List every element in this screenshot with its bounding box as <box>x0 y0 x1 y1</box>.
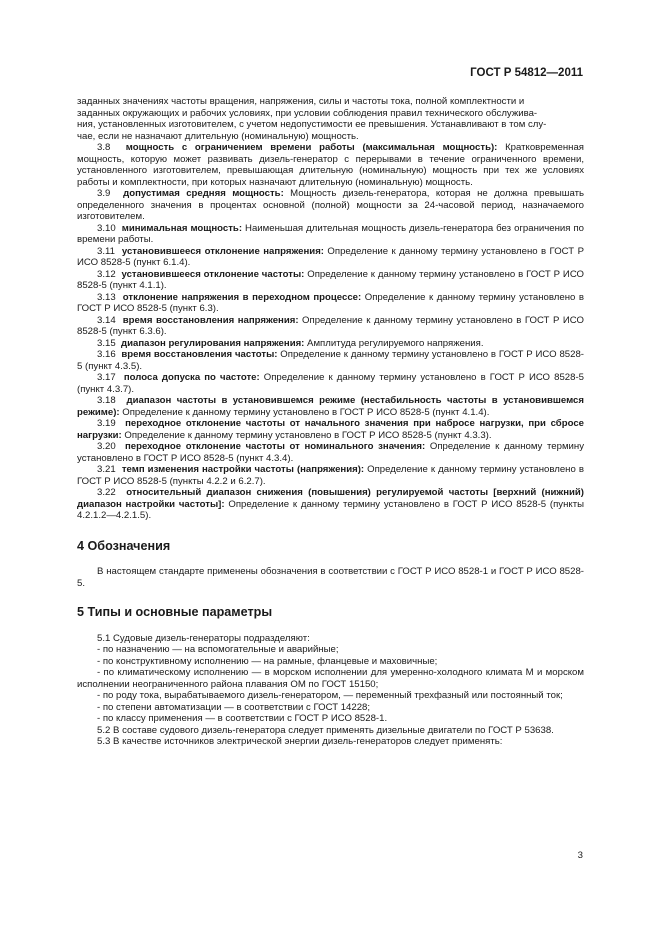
document-body <box>77 96 584 748</box>
term-title: время восстановления частоты: <box>121 349 278 360</box>
term-3-17: 3.17 полоса допуска по частоте: Определение к данному термину установлено в ГОСТ Р ИСО 8528-5 (пункт 4.3.7). <box>77 372 584 395</box>
list-item: - по климатическому исполнению — в морском исполнении для умеренно-холодного климата М и морском исполнении неограниченного района плавания ОМ по ГОСТ 15150; <box>77 667 584 690</box>
term-definition: Кратковременная мощность, которую может развивать дизель-генератор с перерывами в течение ограниченного времени, установленного изготовителем, превышающая длительную (номинальную) мощность при тех же условиях работы и комплектности, при которых назначают длительную (номинальную) мощность. <box>77 142 584 188</box>
term-definition: Амплитуда регулируемого напряжения. <box>304 337 484 349</box>
term-title: переходное отклонение частоты от начального значения при набросе нагрузки, при сбросе нагрузки: <box>77 418 584 441</box>
term-definition: Мощность дизель-генератора, которая не должна превышать определенного значения в процентах основной (полной) мощности за 24-часовой период, назначаемого изготовителем. <box>77 188 584 222</box>
term-3-19: 3.19 переходное отклонение частоты от начального значения при набросе нагрузки, при сбросе нагрузки: Определение к данному термину установлено в ГОСТ Р ИСО 8528-5 (пункт 4.3.3). <box>77 418 584 441</box>
term-definition: Определение к данному термину установлено в ГОСТ Р ИСО 8528-5 (пункт 6.1.4). <box>77 245 584 268</box>
term-title: диапазон регулирования напряжения: <box>121 337 305 349</box>
term-3-12: 3.12 установившееся отклонение частоты: Определение к данному термину установлено в ГОСТ Р ИСО 8528-5 (пункт 4.1.1). <box>77 268 585 291</box>
term-3-22: 3.22 относительный диапазон снижения (повышения) регулируемой частоты [верхний (нижний) диапазон настройки частоты]: Определение к данному термину установлено в ГОСТ Р ИСО 8528-5 (пункты 4.2.1.2—4.2.1.5). <box>77 487 584 521</box>
section-5-heading: 5 Типы и основные параметры <box>77 605 273 619</box>
term-title: установившееся отклонение частоты: <box>121 268 305 280</box>
term-3-16: 3.16 время восстановления частоты: Определение к данному термину установлено в ГОСТ Р ИСО 8528-5 (пункт 4.3.5). <box>77 349 584 372</box>
term-definition: Определение к данному термину установлено в ГОСТ Р ИСО 8528-5 (пункт 6.3). <box>77 291 584 314</box>
term-definition: Определение к данному термину установлено в ГОСТ Р ИСО 8528-5 (пункты 4.2.1.2—4.2.1.5). <box>77 498 584 521</box>
clause-5-2: 5.2 В составе судового дизель-генератора следует применять дизельные двигатели по ГОСТ Р 53638. <box>97 724 554 736</box>
term-3-13: 3.13 отклонение напряжения в переходном процессе: Определение к данному термину установлено в ГОСТ Р ИСО 8528-5 (пункт 6.3). <box>77 291 584 314</box>
term-title: полоса допуска по частоте: <box>123 372 260 383</box>
term-definition: Определение к данному термину установлено в ГОСТ Р ИСО 8528-5 (пункт 4.3.5). <box>77 349 584 372</box>
term-3-11: 3.11 установившееся отклонение напряжения: Определение к данному термину установлено в ГОСТ Р ИСО 8528-5 (пункт 6.1.4). <box>77 245 584 268</box>
list-item: - по назначению — на вспомогательные и аварийные; <box>97 644 339 655</box>
term-definition: Определение к данному термину установлено в ГОСТ Р ИСО 8528-5 (пункт 4.1.1). <box>77 268 585 291</box>
section-4-text: В настоящем стандарте применены обозначения в соответствии с ГОСТ Р ИСО 8528-1 и ГОСТ Р ИСО 8528-5. <box>77 566 584 589</box>
term-title: отклонение напряжения в переходном процессе: <box>122 291 362 303</box>
term-title: минимальная мощность: <box>121 222 243 234</box>
term-title: переходное отклонение частоты от номинального значения: <box>124 441 426 452</box>
term-3-14: 3.14 время восстановления напряжения: Определение к данному термину установлено в ГОСТ Р ИСО 8528-5 (пункт 6.3.6). <box>77 314 584 337</box>
term-title: темп изменения настройки частоты (напряжения): <box>121 464 365 475</box>
term-3-15: 3.15 диапазон регулирования напряжения: Амплитуда регулируемого напряжения. <box>97 337 484 349</box>
intro-line: ния, установленных изготовителем, с учетом недопустимости ее превышения. Устанавливают в том слу- <box>77 119 547 130</box>
term-title: диапазон частоты в установившемся режиме (нестабильность частоты в установившемся режиме): <box>77 395 584 418</box>
intro-line: заданных значениях частоты вращения, напряжения, силы и частоты тока, полной комплектности и <box>77 96 525 107</box>
standard-code-header: ГОСТ Р 54812—2011 <box>470 67 583 79</box>
term-title: относительный диапазон снижения (повышения) регулируемой частоты [верхний (нижний) диапазон настройки частоты]: <box>77 487 584 510</box>
clause-5-3: 5.3 В качестве источников электрической энергии дизель-генераторов следует применять: <box>97 736 503 747</box>
intro-line: заданных окружающих и рабочих условиях, при условии соблюдения правил технического обслужива- <box>77 107 538 119</box>
term-3-21: 3.21 темп изменения настройки частоты (напряжения): Определение к данному термину установлено в ГОСТ Р ИСО 8528-5 (пункты 4.2.2 и 6.2.7). <box>77 464 584 487</box>
clause-5-1: 5.1 Судовые дизель-генераторы подразделяют: <box>97 632 310 644</box>
term-3-9: 3.9 допустимая средняя мощность: Мощность дизель-генератора, которая не должна превышать определенного значения в процентах основной (полной) мощности за 24-часовой период, назначаемого изготовителем. <box>77 188 584 222</box>
intro-line: чае, если не назначают длительную (номинальную) мощность. <box>77 130 359 142</box>
term-definition: Наименьшая длительная мощность дизель-генератора без ограничения по времени работы. <box>77 222 584 245</box>
page-number: 3 <box>577 850 583 861</box>
term-3-20: 3.20 переходное отклонение частоты от номинального значения: Определение к данному термину установлено в ГОСТ Р ИСО 8528-5 (пункт 4.3.4). <box>77 441 584 464</box>
list-item: - по конструктивному исполнению — на рамные, фланцевые и маховичные; <box>97 655 438 667</box>
section-4-heading: 4 Обозначения <box>77 538 171 553</box>
term-title: установившееся отклонение напряжения: <box>121 245 324 257</box>
term-definition: Определение к данному термину установлено в ГОСТ Р ИСО 8528-5 (пункт 4.3.7). <box>77 372 584 395</box>
term-3-10: 3.10 минимальная мощность: Наименьшая длительная мощность дизель-генератора без ограничения по времени работы. <box>77 222 584 245</box>
list-item: - по степени автоматизации — в соответствии с ГОСТ 14228; <box>97 701 371 713</box>
term-3-8: 3.8 мощность с ограничением времени работы (максимальная мощность): Кратковременная мощность, которую может развивать дизель-генератор с перерывами в течение ограниченного времени, установленного изготовителем, превышающая длительную (номинальную) мощность при тех же условиях работы и комплектности, при которых назначают длительную (номинальную) мощность. <box>77 142 584 188</box>
list-item: - по роду тока, вырабатываемого дизель-генератором, — переменный трехфазный или постоянный ток; <box>97 690 563 701</box>
term-definition: Определение к данному термину установлено в ГОСТ Р ИСО 8528-5 (пункт 4.1.4). <box>119 406 490 418</box>
term-3-18: 3.18 диапазон частоты в установившемся режиме (нестабильность частоты в установившемся режиме): Определение к данному термину установлено в ГОСТ Р ИСО 8528-5 (пункт 4.1.4). <box>77 395 584 418</box>
term-definition: Определение к данному термину установлено в ГОСТ Р ИСО 8528-5 (пункты 4.2.2 и 6.2.7). <box>77 464 584 487</box>
list-item: - по классу применения — в соответствии с ГОСТ Р ИСО 8528-1. <box>97 713 388 724</box>
term-definition: Определение к данному термину установлено в ГОСТ Р ИСО 8528-5 (пункт 6.3.6). <box>77 314 584 337</box>
term-title: мощность с ограничением времени работы (максимальная мощность): <box>125 142 498 153</box>
term-definition: Определение к данному термину установлено в ГОСТ Р ИСО 8528-5 (пункт 4.3.3). <box>121 429 492 441</box>
term-definition: Определение к данному термину установлено в ГОСТ Р ИСО 8528-5 (пункт 4.3.4). <box>77 441 584 464</box>
term-title: время восстановления напряжения: <box>122 314 299 326</box>
term-title: допустимая средняя мощность: <box>123 188 284 199</box>
